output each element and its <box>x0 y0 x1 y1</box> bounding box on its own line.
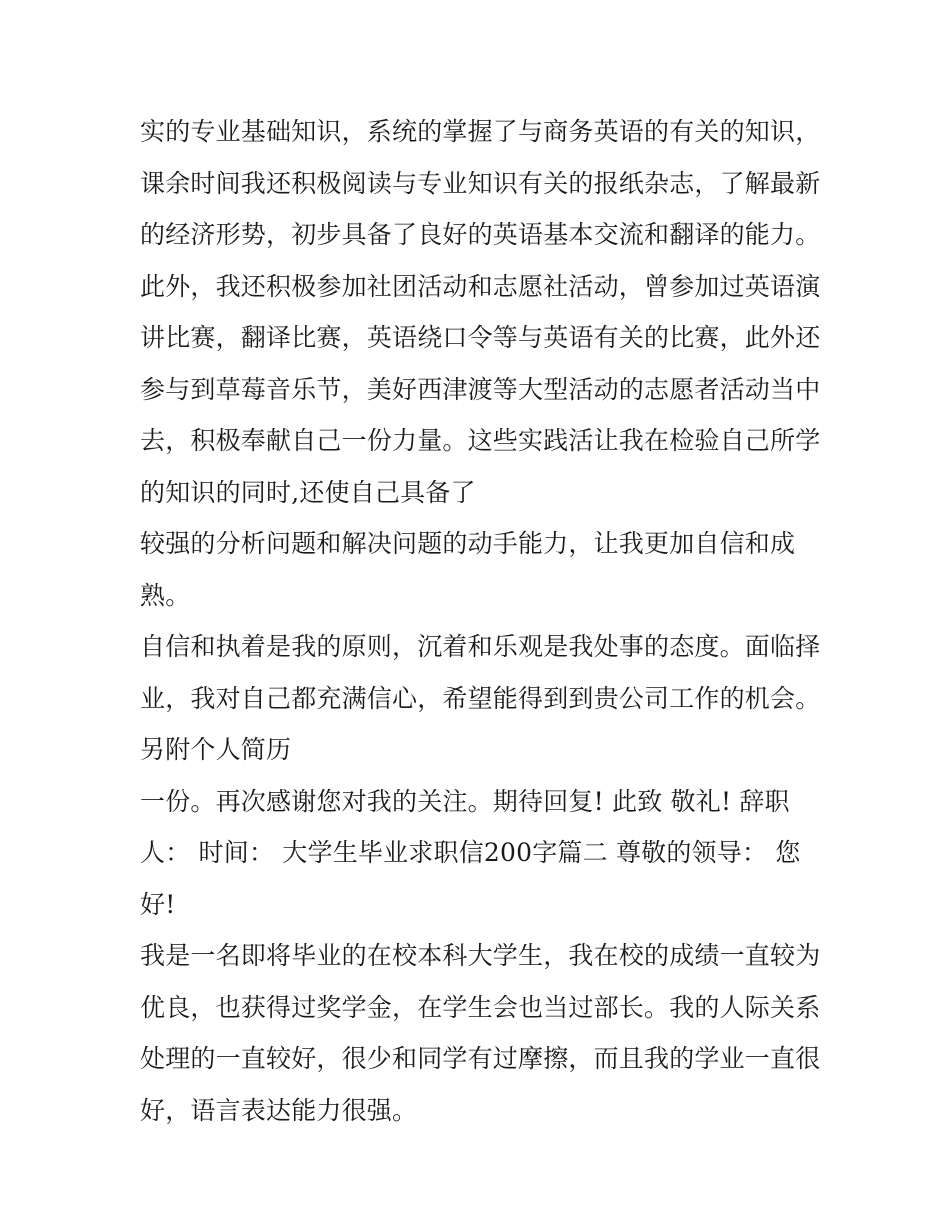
text-line: 好，语言表达能力很强。 <box>140 1095 418 1125</box>
text-line: 参与到草莓音乐节，美好西津渡等大型活动的志愿者活动当中 <box>140 374 821 404</box>
text-line: 另附个人简历 <box>140 735 292 764</box>
text-line: 我是一名即将毕业的在校本科大学生，我在校的成绩一直较为 <box>140 941 821 970</box>
text-line: 去，积极奉献自己一份力量。这些实践活让我在检验自己所学 <box>140 426 821 455</box>
text-line: 实的专业基础知识，系统的掌握了与商务英语的有关的知识， <box>140 117 821 146</box>
text-line: 讲比赛，翻译比赛，英语绕口令等与英语有关的比赛，此外还 <box>140 323 821 352</box>
text-line: 的经济形势，初步具备了良好的英语基本交流和翻译的能力。 <box>140 220 821 249</box>
text-line: 优良，也获得过奖学金，在学生会也当过部长。我的人际关系 <box>140 992 821 1022</box>
text-line: 业，我对自己都充满信心，希望能得到到贵公司工作的机会。 <box>140 683 821 713</box>
text-line: 一份。再次感谢您对我的关注。期待回复! 此致 敬礼! 辞职 <box>140 786 790 816</box>
text-line: 自信和执着是我的原则，沉着和乐观是我处事的态度。面临择 <box>140 632 821 661</box>
text-line: 好! <box>140 889 176 919</box>
text-line: 熟。 <box>140 580 191 610</box>
text-line: 的知识的同时,还使自己具备了 <box>140 477 476 507</box>
document-body <box>140 106 830 1136</box>
text-line: 人： 时间： 大学生毕业求职信200字篇二 尊敬的领导： 您 <box>140 838 801 867</box>
text-line: 此外，我还积极参加社团活动和志愿社活动，曾参加过英语演 <box>140 271 821 301</box>
text-line: 课余时间我还积极阅读与专业知识有关的报纸杂志，了解最新 <box>140 168 821 198</box>
text-line: 较强的分析问题和解决问题的动手能力，让我更加自信和成 <box>140 529 796 558</box>
text-line: 处理的一直较好，很少和同学有过摩擦，而且我的学业一直很 <box>140 1044 821 1073</box>
